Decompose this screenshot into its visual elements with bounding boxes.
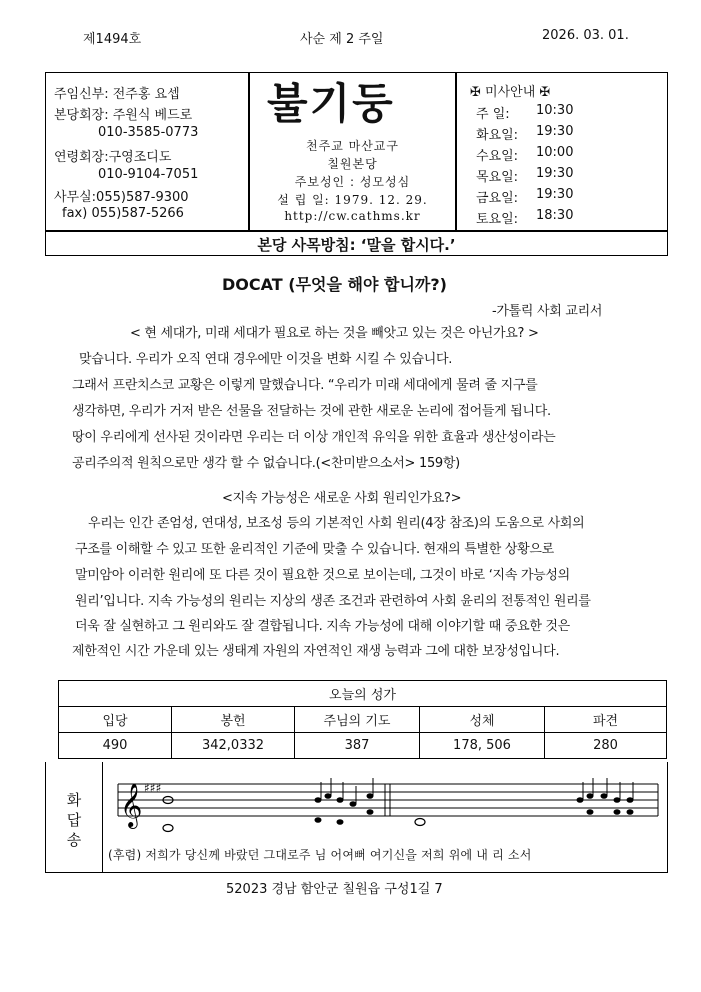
mass-time: 18:30 — [536, 208, 574, 223]
office-phone: 사무실:055)587-9300 — [54, 190, 189, 205]
sharp-icon: ♯♯♯ — [144, 781, 162, 795]
mass-day: 금요일: — [476, 191, 519, 206]
issue-date: 2026. 03. 01. — [542, 28, 629, 43]
mass-time: 10:00 — [536, 145, 574, 160]
mass-schedule-box — [455, 72, 668, 232]
mass-time: 19:30 — [536, 124, 574, 139]
pastoral-policy-box — [45, 230, 668, 256]
response-lyrics: (후렴) 저희가 당신께 바랐던 그대로주 님 어여뻐 여기신을 저희 위에 내 리 소서 — [108, 848, 532, 862]
founded-date: 설 립 일: 1979. 12. 29. — [277, 193, 428, 207]
treble-clef-icon: 𝄞 — [120, 783, 143, 827]
pastor-line: 주임신부: 전주홍 요셉 — [54, 87, 180, 102]
mass-day: 주 일: — [476, 107, 510, 122]
office-fax: fax) 055)587-5266 — [62, 206, 184, 221]
patron-saint: 주보성인 : 성모성심 — [294, 175, 411, 189]
season: 사순 제 2 주일 — [300, 32, 384, 47]
paragraph-line: 공리주의적 원칙으로만 생각 할 수 없습니다.(<찬미받으소서> 159항) — [72, 456, 460, 471]
paragraph-line: 그래서 프란치스코 교황은 이렇게 말했습니다. “우리가 미래 세대에게 물려 줄 지구를 — [72, 378, 538, 393]
paragraph-line: 제한적인 시간 가운데 있는 생태계 자원의 자연적인 재생 능력과 그에 대한 보장성입니다. — [72, 644, 560, 659]
mass-day: 화요일: — [476, 128, 519, 143]
paragraph-line: 땅이 우리에게 선사된 것이라면 우리는 더 이상 개인적 유익을 위한 효율과 생산성이라는 — [72, 430, 556, 445]
hymn-value-entrance: 490 — [59, 733, 172, 759]
hymn-value-dismissal: 280 — [545, 733, 667, 759]
pastoral-policy: 본당 사목방침: ‘말을 합시다.’ — [257, 236, 456, 254]
hymn-value-lords-prayer: 387 — [295, 733, 420, 759]
article-title: DOCAT (무엇을 해야 합니까?) — [222, 275, 447, 294]
paragraph-line: 말미암아 이러한 원리에 또 다른 것이 필요한 것으로 보이는데, 그것이 바로 ‘지속 가능성의 — [75, 568, 570, 583]
responsorial-label-cell — [46, 762, 103, 872]
article-source: -가톨릭 사회 교리서 — [492, 304, 603, 319]
hymn-value-communion: 178, 506 — [420, 733, 545, 759]
responsorial-box — [45, 762, 668, 873]
hymn-column-offertory: 봉헌 — [172, 707, 295, 733]
paragraph-line: 더욱 잘 실현하고 그 원리와도 잘 결합됩니다. 지속 가능성에 대해 이야기할 때 중요한 것은 — [75, 619, 570, 634]
mass-time: 19:30 — [536, 166, 574, 181]
mass-heading: ✠ 미사안내 ✠ — [470, 85, 551, 100]
hymn-column-lords-prayer: 주님의 기도 — [295, 707, 420, 733]
music-staff — [108, 776, 663, 834]
mass-time: 19:30 — [536, 187, 574, 202]
parish: 칠원본당 — [327, 157, 378, 171]
mass-day: 목요일: — [476, 170, 519, 185]
question-2: <지속 가능성은 새로운 사회 원리인가요?> — [222, 491, 462, 506]
mass-time: 10:30 — [536, 103, 574, 118]
funeral-phone: 010-9104-7051 — [98, 167, 199, 182]
paragraph-line: 원리’입니다. 지속 가능성의 원리는 지상의 생존 조건과 관련하여 사회 윤리의 전통적인 원리를 — [75, 594, 591, 609]
parish-url[interactable]: http://cw.cathms.kr — [284, 209, 421, 223]
responsorial-label: 화답송 — [66, 791, 82, 849]
president-phone: 010-3585-0773 — [98, 125, 199, 140]
hymn-column-dismissal: 파견 — [545, 707, 667, 733]
newsletter-title: 불기둥 — [267, 79, 395, 128]
paragraph-line: 맞습니다. 우리가 오직 연대 경우에만 이것을 변화 시킬 수 있습니다. — [79, 352, 453, 367]
hymn-table — [58, 680, 667, 759]
president-line: 본당회장: 주원식 베드로 — [54, 108, 193, 123]
mass-day: 수요일: — [476, 149, 519, 164]
issue-number: 제1494호 — [83, 32, 142, 47]
paragraph-line: 생각하면, 우리가 거저 받은 선물을 전달하는 것에 관한 새로운 논리에 접어들게 됩니다. — [72, 404, 551, 419]
hymn-heading: 오늘의 성가 — [59, 681, 667, 707]
hymn-column-entrance: 입당 — [59, 707, 172, 733]
paragraph-line: 구조를 이해할 수 있고 또한 윤리적인 기준에 맞출 수 있습니다. 현재의 특별한 상황으로 — [75, 542, 554, 557]
hymn-value-offertory: 342,0332 — [172, 733, 295, 759]
masthead-box — [248, 72, 457, 232]
mass-day: 토요일: — [476, 212, 519, 227]
question-1: < 현 세대가, 미래 세대가 필요로 하는 것을 빼앗고 있는 것은 아닌가요? > — [130, 326, 539, 341]
paragraph-line: 우리는 인간 존엄성, 연대성, 보조성 등의 기본적인 사회 원리(4장 참조)의 도움으로 사회의 — [88, 516, 585, 531]
diocese: 천주교 마산교구 — [306, 139, 399, 153]
hymn-column-communion: 성체 — [420, 707, 545, 733]
funeral-line: 연령회장:구영조디도 — [54, 150, 172, 165]
contact-box — [45, 72, 250, 232]
footer-address: 52023 경남 함안군 칠원읍 구성1길 7 — [226, 882, 443, 897]
